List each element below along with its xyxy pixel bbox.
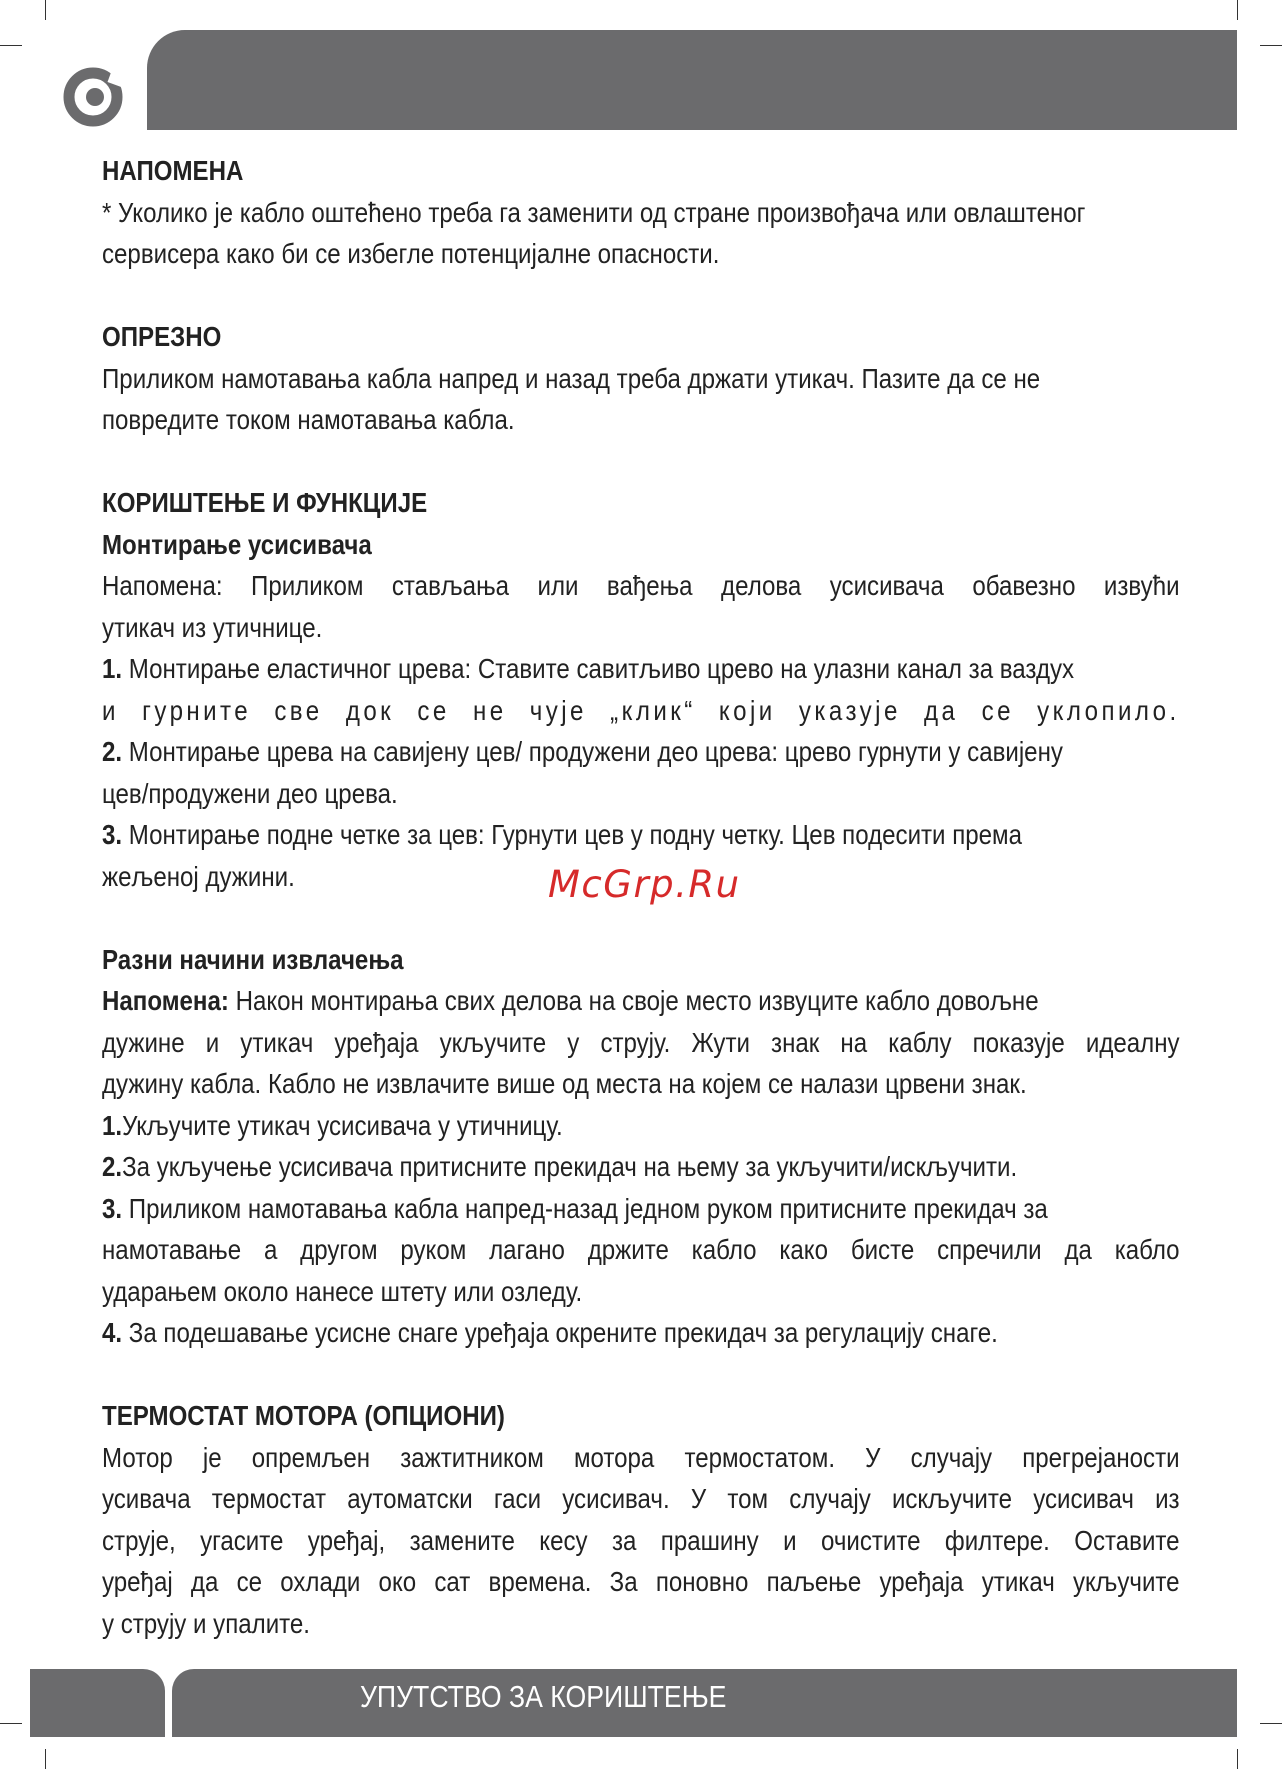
- subtitle-extraction: Разни начини извлачења: [102, 943, 404, 975]
- note-text: Након монтирања свих делова на своје место извуците кабло довољне: [228, 985, 1039, 1016]
- note-text: дужине и утикач уређаја укључите у струју. Жути знак на каблу показује идеалну: [102, 1026, 1180, 1058]
- step-number: 1.: [102, 1109, 123, 1141]
- step-text: Укључите утикач усисивача у утичницу.: [122, 1109, 563, 1141]
- note-line: сервисера како би се избегле потенцијалне опасности.: [102, 238, 720, 269]
- extraction-note: [102, 980, 1180, 1022]
- thermostat-line: струје, угасите уређај, замените кесу за прашину и очистите филтере. Оставите: [102, 1524, 1180, 1556]
- crop-mark: [1237, 0, 1238, 20]
- extraction-step: [102, 1105, 1180, 1147]
- note-line: * Уколико је кабло оштећено треба га заменити од стране произвођача или овлаштеног: [102, 196, 1086, 228]
- footer-page-tab: [30, 1669, 165, 1737]
- thermostat-line: усивача термостат аутоматски гаси усисивач. У том случају искључите усисивач из: [102, 1483, 1180, 1514]
- thermostat-line: Мотор је опремљен зажтитником мотора термостатом. У случају прегрејаности: [102, 1441, 1180, 1473]
- brand-ring-icon: [62, 66, 132, 128]
- note-text: дужину кабла. Кабло не извлачите више од места на којем се налази црвени знак.: [102, 1068, 1027, 1099]
- step-number: 1.: [102, 653, 123, 684]
- step-number: 3.: [102, 1192, 123, 1224]
- step-number: 2.: [102, 1151, 123, 1182]
- usage-line: утикач из утичнице.: [102, 611, 323, 643]
- crop-mark: [0, 1723, 22, 1724]
- footer-title: УПУТСТВО ЗА КОРИШТЕЊЕ: [360, 1679, 727, 1714]
- header-bar: [147, 30, 1237, 130]
- extraction-step: [102, 1312, 1180, 1354]
- step-text: и гурните све док се не чује „клик“ који указује да се уклопило.: [102, 694, 1180, 726]
- watermark: McGrp.Ru: [548, 863, 741, 906]
- step-text: За подешавање усисне снаге уређаја окрените прекидач за регулацију снаге.: [122, 1317, 998, 1348]
- crop-mark: [1260, 1723, 1282, 1724]
- thermostat-line: уређај да се охлади око сат времена. За поновно паљење уређаја утикач укључите: [102, 1566, 1180, 1597]
- section-title-caution: ОПРЕЗНО: [102, 321, 222, 352]
- usage-step: [102, 731, 1180, 773]
- crop-mark: [45, 0, 46, 20]
- step-number: 2.: [102, 736, 123, 767]
- step-text: Монтирање подне четке за цев: Гурнути цев у подну четку. Цев подесити према: [128, 819, 1022, 850]
- subtitle-assembly: Монтирање усисивача: [102, 528, 372, 560]
- usage-step: [102, 814, 1180, 856]
- usage-step: [102, 648, 1180, 690]
- step-text: Монтирање еластичног црева: Ставите савитљиво црево на улазни канал за ваздух: [128, 653, 1075, 684]
- step-text: Приликом намотавања кабла напред-назад једном руком притисните прекидач за: [122, 1192, 1048, 1224]
- step-text: намотавање а другом руком лагано држите кабло како бисте спречили да кабло: [102, 1234, 1180, 1265]
- step-text: Монтирање црева на савијену цев/ продужени део црева: црево гурнути у савијену: [128, 736, 1063, 767]
- crop-mark: [1260, 45, 1282, 46]
- note-label: Напомена:: [102, 985, 229, 1016]
- step-number: 3.: [102, 819, 123, 850]
- step-text: За укључење усисивача притисните прекидач на њему за укључити/искључити.: [122, 1151, 1018, 1182]
- section-title-note: НАПОМЕНА: [102, 155, 244, 186]
- usage-line: Напомена: Приликом стављања или вађења делова усисивача обавезно извући: [102, 570, 1180, 601]
- step-number: 4.: [102, 1317, 123, 1348]
- section-title-usage: КОРИШТЕЊЕ И ФУНКЦИЈЕ: [102, 487, 428, 518]
- extraction-step: [102, 1146, 1180, 1188]
- step-text: ударањем около нанесе штету или озледу.: [102, 1275, 583, 1307]
- caution-line: Приликом намотавања кабла напред и назад треба држати утикач. Пазите да се не: [102, 362, 1041, 394]
- caution-line: повредите током намотавања кабла.: [102, 404, 515, 435]
- step-text: цев/продужени део црева.: [102, 777, 398, 809]
- crop-mark: [45, 1749, 46, 1769]
- step-text: жељеној дужини.: [102, 860, 295, 892]
- extraction-step: [102, 1188, 1180, 1230]
- thermostat-line: у струју и упалите.: [102, 1607, 310, 1639]
- crop-mark: [1237, 1749, 1238, 1769]
- section-title-thermostat: ТЕРМОСТАТ МОТОРА (ОПЦИОНИ): [102, 1400, 505, 1431]
- crop-mark: [0, 45, 22, 46]
